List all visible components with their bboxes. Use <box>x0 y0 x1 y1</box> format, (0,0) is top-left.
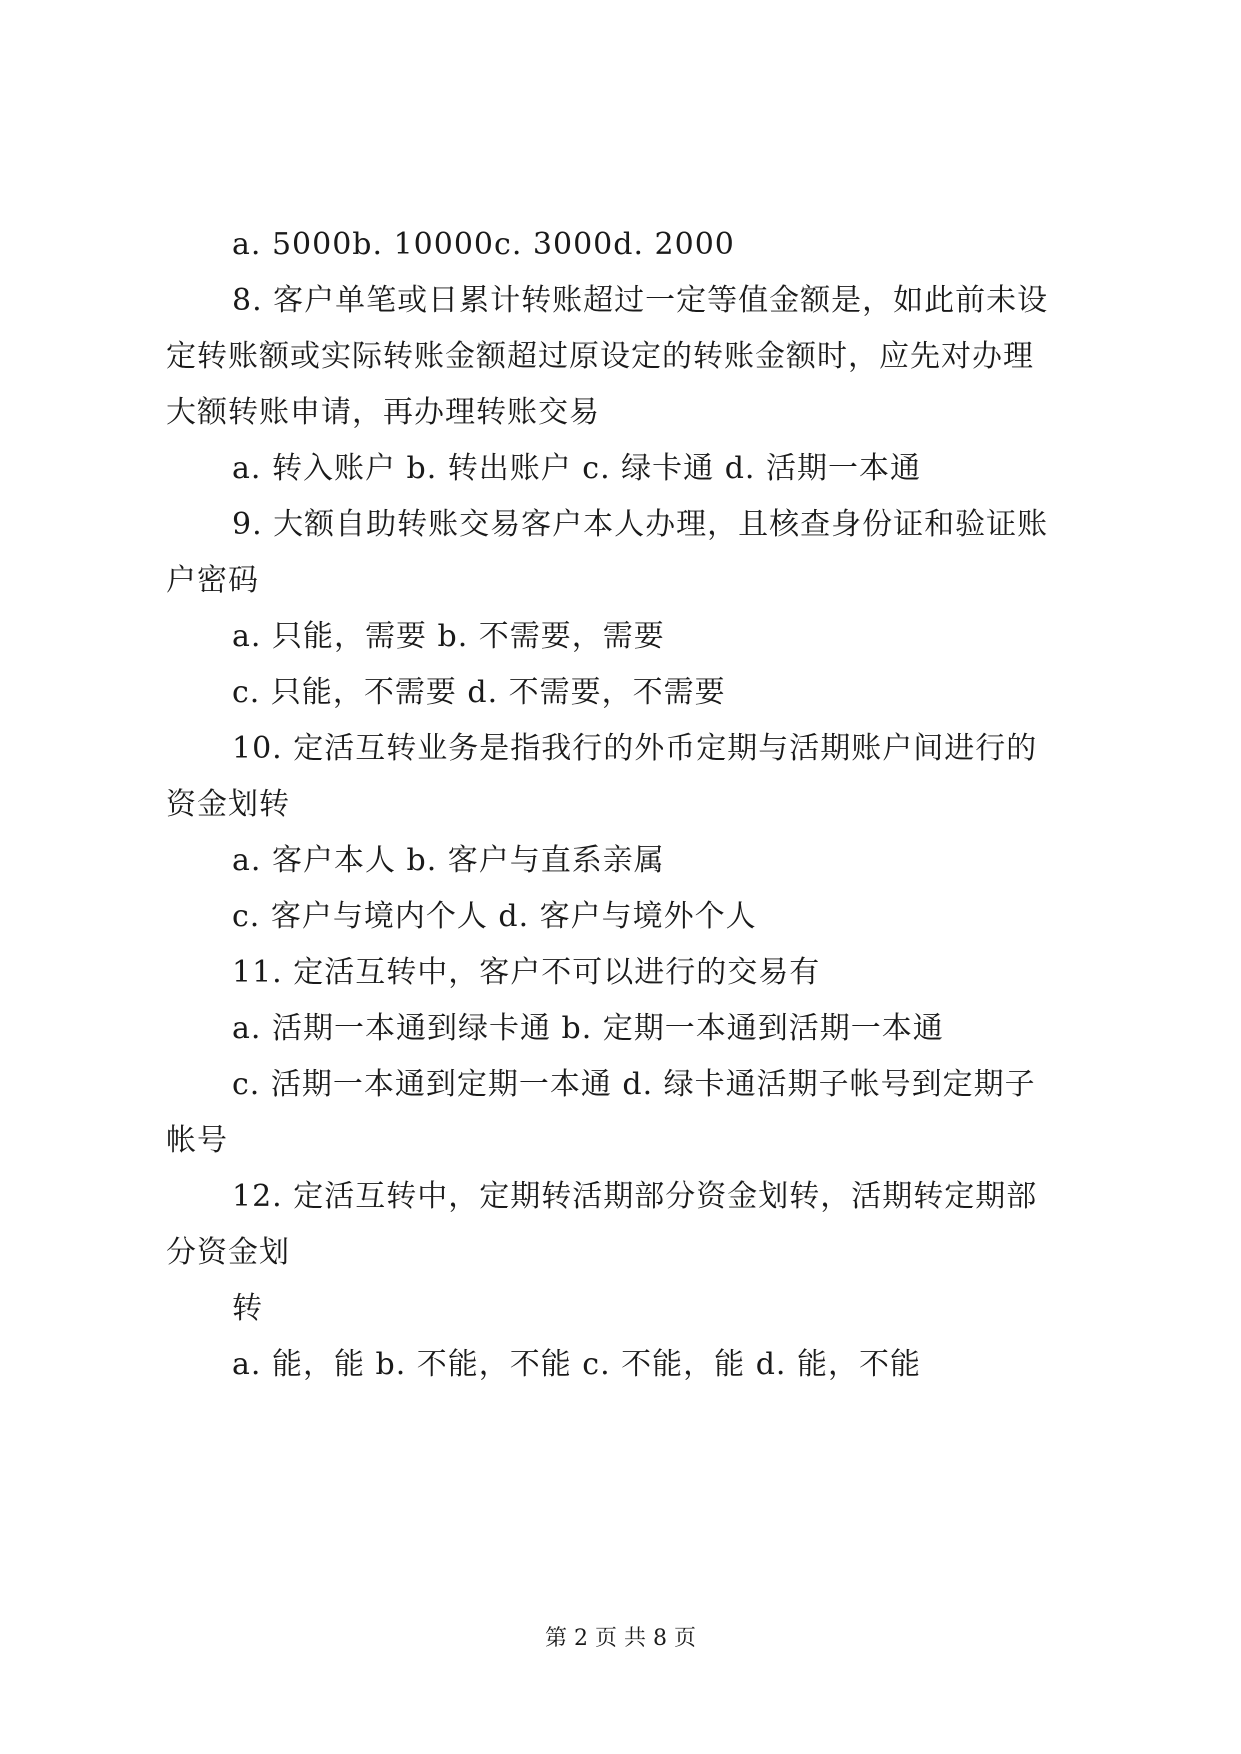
question-9-line-2: 户密码 <box>166 563 259 598</box>
question-10-line-1: 10. 定活互转业务是指我行的外币定期与活期账户间进行的 <box>232 731 1038 766</box>
answer-options-q9-line-1: a. 只能，需要 b. 不需要，需要 <box>232 619 665 654</box>
answer-options-q10-line-2: c. 客户与境内个人 d. 客户与境外个人 <box>232 899 757 934</box>
question-11-line-1: 11. 定活互转中，客户不可以进行的交易有 <box>232 955 821 990</box>
question-10-line-2: 资金划转 <box>166 787 290 822</box>
answer-options-q7: a. 5000b. 10000c. 3000d. 2000 <box>232 227 735 262</box>
question-12-line-1: 12. 定活互转中，定期转活期部分资金划转，活期转定期部 <box>232 1179 1038 1214</box>
question-8-line-3: 大额转账申请，再办理转账交易 <box>166 395 600 430</box>
answer-options-q8: a. 转入账户 b. 转出账户 c. 绿卡通 d. 活期一本通 <box>232 451 921 486</box>
question-8-line-1: 8. 客户单笔或日累计转账超过一定等值金额是，如此前未设 <box>232 283 1049 318</box>
question-12-line-2: 分资金划 <box>166 1235 290 1270</box>
question-8-line-2: 定转账额或实际转账金额超过原设定的转账金额时，应先对办理 <box>166 339 1034 374</box>
question-12-line-3: 转 <box>232 1291 263 1326</box>
answer-options-q9-line-2: c. 只能，不需要 d. 不需要，不需要 <box>232 675 726 710</box>
answer-options-q11-line-1: a. 活期一本通到绿卡通 b. 定期一本通到活期一本通 <box>232 1011 944 1046</box>
answer-options-q11-line-2: c. 活期一本通到定期一本通 d. 绿卡通活期子帐号到定期子 <box>232 1067 1036 1102</box>
answer-options-q11-line-3: 帐号 <box>166 1123 228 1158</box>
page-number-footer: 第 2 页 共 8 页 <box>545 1626 696 1651</box>
answer-options-q10-line-1: a. 客户本人 b. 客户与直系亲属 <box>232 843 665 878</box>
answer-options-q12: a. 能，能 b. 不能，不能 c. 不能，能 d. 能，不能 <box>232 1347 921 1382</box>
question-9-line-1: 9. 大额自助转账交易客户本人办理，且核查身份证和验证账 <box>232 507 1049 542</box>
